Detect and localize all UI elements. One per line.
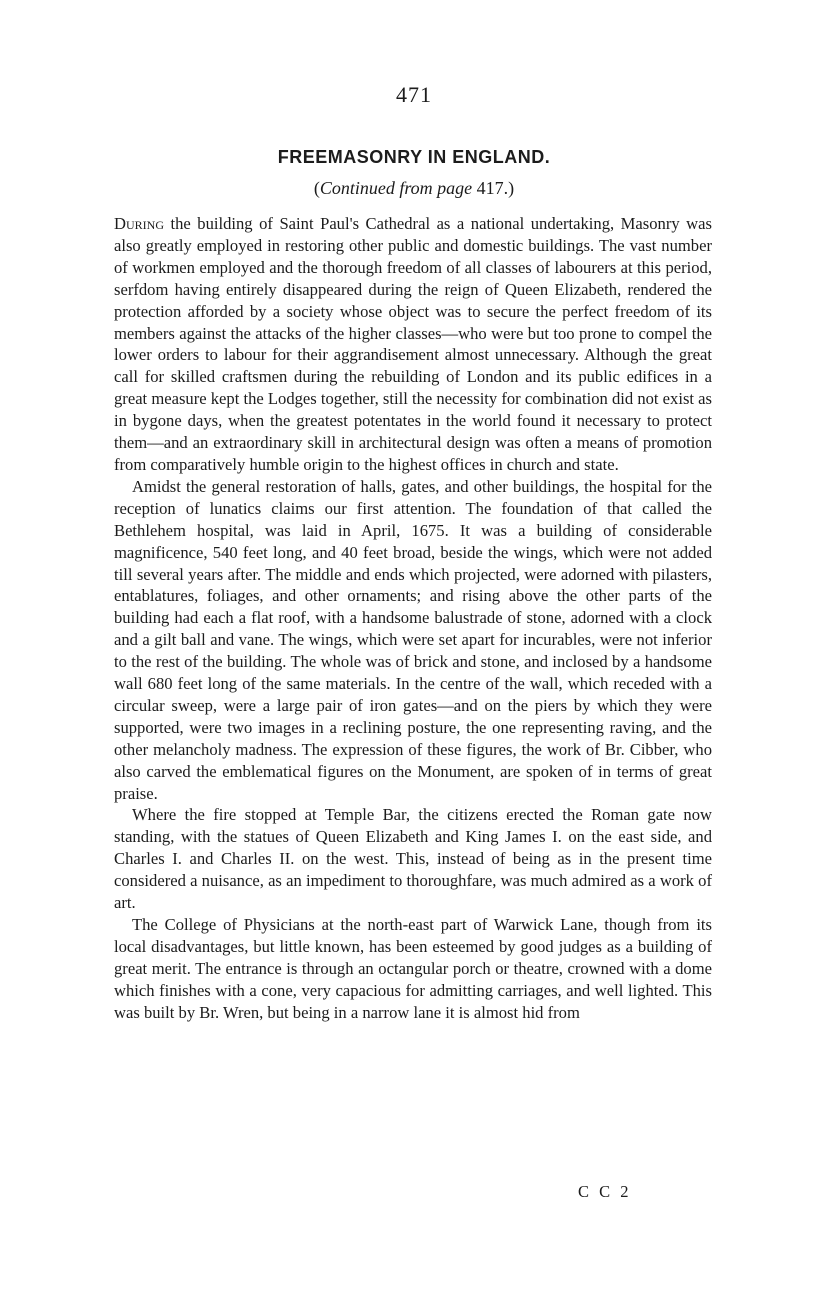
article-title: FREEMASONRY IN ENGLAND. [277, 147, 551, 167]
subtitle-page: 417.) [472, 178, 515, 198]
paragraph-2: Amidst the general restoration of halls, gates, and other buildings, the hospital for the reception of lunatics claims our first attention. The foundation of that called the Bethlehem hospital, was laid in April, 1675. It was a building of considerable magnificence, 540 feet long, and 40 feet broad, beside the wings, which were not added till several years after. The middle and ends which projected, were adorned with pilasters, entablatures, foliages, and other ornaments; and rising above the other parts of the building had each a flat roof, with a handsome balustrade of stone, adorned with a clock and a gilt ball and vane. The wings, which were set apart for incurables, were not inferior to the rest of the building. The whole was of brick and stone, and inclosed by a handsome wall 680 feet long of the same materials. In the centre of the wall, which receded with a circular sweep, were a large pair of iron gates—and on the piers by which they were supported, were two images in a reclining posture, the one representing raving, and the other melancholy madness. The expression of these figures, the work of Br. Cibber, who also carved the emblematical figures on the Monument, are spoken of in terms of great praise. [114, 476, 712, 803]
paragraph-1 [114, 213, 712, 476]
article-body [114, 213, 712, 1024]
page-number: 471 [396, 82, 432, 107]
paragraph-4: The College of Physicians at the north-east part of Warwick Lane, though from its local disadvantages, but little known, has been esteemed by good judges as a building of great merit. The entrance is through an octangular porch or theatre, crowned with a dome which finishes with a cone, very capacious for admitting carriages, and well lighted. This was built by Br. Wren, but being in a narrow lane it is almost hid from [114, 915, 712, 1022]
subtitle-continued: Continued from page [319, 178, 473, 198]
paragraph-3: Where the fire stopped at Temple Bar, the citizens erected the Roman gate now standing, with the statues of Queen Elizabeth and King James I. on the east side, and Charles I. and Charles II. on the west. This, instead of being as in the present time considered a nuisance, as an impediment to thoroughfare, was much admired as a work of art. [114, 805, 712, 913]
lead-word: During [114, 214, 164, 233]
subtitle-open: ( [313, 178, 320, 198]
signature-mark: C C 2 [578, 1182, 632, 1201]
article-subtitle [0, 178, 828, 199]
paragraph-1-text: the building of Saint Paul's Cathedral as a national undertaking, Masonry was also greatly employed in restoring other public and domestic buildings. The vast number of workmen employed and the thorough freedom of all classes of labourers at this period, serfdom having entirely disappeared during the reign of Queen Elizabeth, rendered the protection afforded by a society whose object was to secure the perfect freedom of its members against the attacks of the higher classes—who were but too prone to compel the lower orders to labour for their aggrandisement almost unnecessary. Although the great call for skilled craftsmen during the rebuilding of London and its public edifices in a great measure kept the Lodges together, still the necessity for combination did not exist as in bygone days, when the greatest potentates in the world found it necessary to protect them—and an extraordinary skill in architectural design was often a means of promotion from comparatively humble origin to the highest offices in church and state. [114, 214, 712, 474]
